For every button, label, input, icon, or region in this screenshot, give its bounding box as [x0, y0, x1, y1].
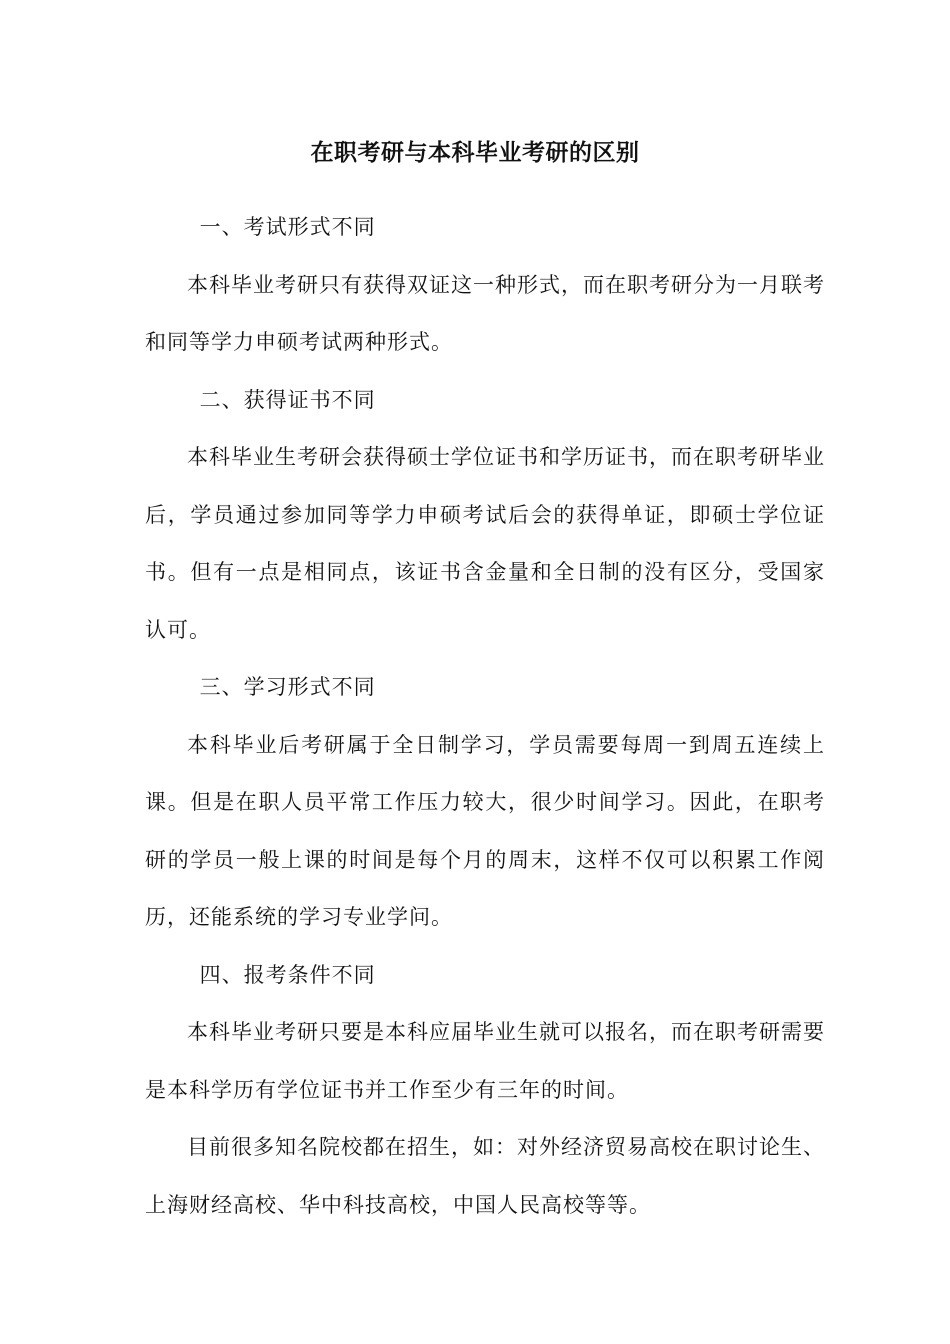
section-paragraph-2: 本科毕业生考研会获得硕士学位证书和学历证书，而在职考研毕业后，学员通过参加同等学力申硕考试后会的获得单证，即硕士学位证书。但有一点是相同点，该证书含金量和全日制的没有区分，受国家认可。: [145, 445, 825, 642]
document-body: [145, 199, 825, 1234]
closing-paragraph: 目前很多知名院校都在招生，如：对外经济贸易高校在职讨论生、上海财经高校、华中科技高校，中国人民高校等等。: [145, 1135, 825, 1217]
section-paragraph-4: 本科毕业考研只要是本科应届毕业生就可以报名，而在职考研需要是本科学历有学位证书并工作至少有三年的时间。: [145, 1020, 825, 1102]
section-heading-1: 一、考试形式不同: [199, 215, 376, 239]
section-paragraph-1: 本科毕业考研只有获得双证这一种形式，而在职考研分为一月联考和同等学力申硕考试两种形式。: [145, 272, 825, 354]
section-heading-2: 二、获得证书不同: [199, 387, 376, 412]
document-title: 在职考研与本科毕业考研的区别: [310, 139, 640, 166]
section-heading-4: 四、报考条件不同: [199, 962, 376, 987]
section-paragraph-3: 本科毕业后考研属于全日制学习，学员需要每周一到周五连续上课。但是在职人员平常工作压力较大，很少时间学习。因此，在职考研的学员一般上课的时间是每个月的周末，这样不仅可以积累工作阅历，还能系统的学习专业学问。: [145, 732, 825, 929]
section-heading-3: 三、学习形式不同: [199, 675, 376, 699]
